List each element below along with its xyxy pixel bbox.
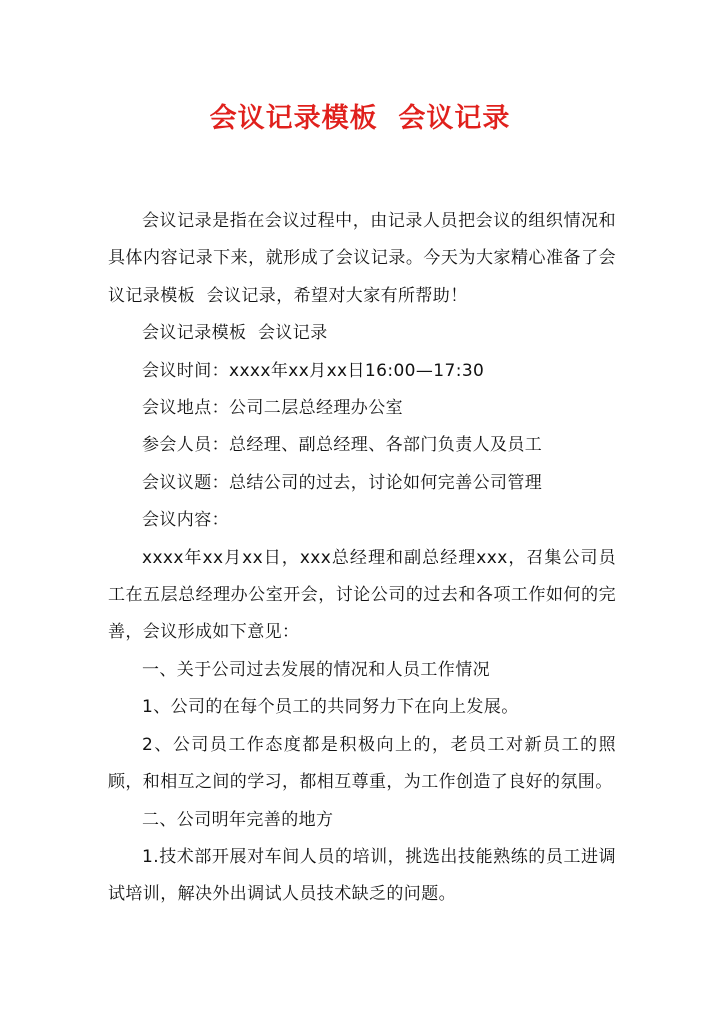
meeting-attendees: 参会人员：总经理、副总经理、各部门负责人及员工 — [142, 435, 543, 456]
section-one-item-2: 2、公司员工作态度都是积极向上的，老员工对新员工的照顾，和相互之间的学习，都相互尊重，为工作创造了良好的氛围。 — [108, 734, 616, 793]
document-title: 会议记录模板 会议记录 — [209, 103, 511, 134]
meeting-time: 会议时间：xxxx年xx月xx日16:00—17:30 — [142, 360, 485, 381]
section-two-item-1: 1.技术部开展对车间人员的培训，挑选出技能熟练的员工进调试培训，解决外出调试人员技术缺乏的问题。 — [108, 846, 616, 905]
section-one-item-1: 1、公司的在每个员工的共同努力下在向上发展。 — [142, 697, 519, 718]
subtitle-line: 会议记录模板 会议记录 — [142, 323, 328, 344]
intro-paragraph: 会议记录是指在会议过程中，由记录人员把会议的组织情况和具体内容记录下来，就形成了会议记录。今天为大家精心准备了会议记录模板 会议记录，希望对大家有所帮助！ — [108, 211, 616, 306]
section-two-heading: 二、公司明年完善的地方 — [142, 809, 334, 830]
document-body — [108, 203, 616, 914]
meeting-content-label: 会议内容： — [142, 510, 229, 531]
meeting-topic: 会议议题：总结公司的过去，讨论如何完善公司管理 — [142, 472, 543, 493]
section-one-heading: 一、关于公司过去发展的情况和人员工作情况 — [142, 659, 490, 680]
meeting-location: 会议地点：公司二层总经理办公室 — [142, 398, 403, 419]
meeting-summary-paragraph: xxxx年xx月xx日，xxx总经理和副总经理xxx，召集公司员工在五层总经理办公室开会，讨论公司的过去和各项工作如何的完善，会议形成如下意见： — [108, 547, 616, 643]
